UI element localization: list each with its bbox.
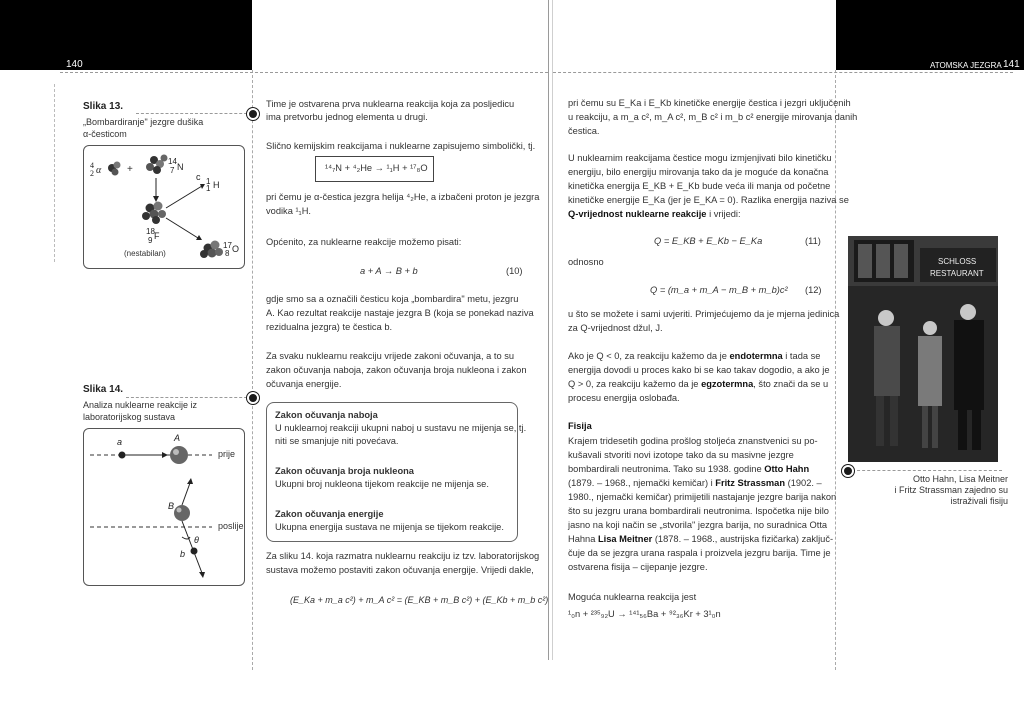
fig13-diagram	[83, 145, 245, 269]
svg-text:+: +	[127, 164, 133, 175]
lp-p7-line1: Za sliku 14. koja razmatra nuklearnu reakciju iz tzv. laboratorijskog	[266, 551, 540, 561]
fig14-caption-line2: laboratorijskog sustava	[83, 412, 176, 422]
right-page-number: 141	[1003, 59, 1020, 70]
fig13-caption-line2: α-česticom	[83, 129, 127, 139]
left-page-number: 140	[66, 59, 83, 70]
svg-text:4: 4	[90, 161, 94, 170]
lp-p7-line2: sustava možemo postaviti zakon očuvanja energije. Vrijedi dakle,	[266, 565, 534, 575]
law3-title: Zakon očuvanja energije	[275, 509, 384, 519]
q-equation-2: Q = (m_a + m_A − m_B + m_b)c²	[650, 285, 788, 295]
fission-line10: ostvarena fisija – cijepanje jezgre.	[568, 562, 708, 572]
svg-text:O: O	[232, 244, 240, 254]
fig14-label-b: b	[180, 549, 186, 559]
fig13-caption-line1: „Bombardiranje" jezgre dušika	[83, 117, 204, 127]
general-equation: a + A → B + b	[360, 266, 418, 276]
photo-leader	[852, 470, 1002, 471]
fission-line6: što su jezgru urana bombardirali neutronima. Ispočetka nije bilo	[568, 506, 829, 516]
lp-p2: Slično kemijskim reakcijama i nuklearne zapisujemo simbolički, tj.	[266, 141, 536, 151]
fig14-label-A: A	[174, 433, 181, 443]
lp-p3-line1: pri čemu je α-čestica jezgra helija ⁴₂He, a izbačeni proton je jezgra	[266, 192, 540, 202]
lp-p1-line1: Time je ostvarena prva nuklearna reakcija koja za posljedicu	[266, 99, 515, 109]
lp-p5-line3: rezidualna jezgra) te čestica b.	[266, 322, 393, 332]
fission-heading: Fisija	[568, 421, 592, 431]
law2-title: Zakon očuvanja broja nukleona	[275, 466, 414, 476]
svg-text:N: N	[177, 162, 184, 172]
rp-p2-line4: kinetičke energije E_Ka (jer je E_KA = 0). Razlika energija naziva se	[568, 195, 849, 205]
fig14-marker	[247, 392, 259, 404]
fig14-label-theta: θ	[194, 535, 199, 545]
left-top-rule	[60, 72, 548, 73]
lp-p5-line1: gdje smo sa a označili česticu koja „bombardira" metu, jezgru	[266, 294, 519, 304]
fig13-marker	[247, 108, 259, 120]
photo-caption-line3: istraživali fisiju	[950, 496, 1008, 506]
law2-line1: Ukupni broj nukleona tijekom reakcije ne mijenja se.	[275, 479, 489, 489]
fission-line9: čuje da se jezgra urana raspala i proizvela jezgru barija. Time je	[568, 548, 831, 558]
svg-text:c: c	[196, 172, 201, 182]
rp-p1-line1: pri čemu su E_Ka i E_Kb kinetičke energije čestica i jezgri uključenih	[568, 98, 851, 108]
rp-p3-line2: za Q-vrijednost džul, J.	[568, 323, 663, 333]
fig13-reaction-illustration	[84, 146, 244, 268]
fig14-label-before: prije	[218, 449, 236, 459]
svg-text:7: 7	[170, 166, 175, 175]
svg-text:α: α	[96, 165, 102, 176]
fission-line4: (1879. – 1968., njemački kemičar) i Fritz Strassman (1902. –	[568, 478, 822, 488]
svg-text:8: 8	[225, 249, 230, 258]
fission-line2: kušavali stvoriti novi izotope tako da su masivne jezgre	[568, 450, 794, 460]
svg-text:14: 14	[168, 157, 177, 166]
fig14-caption-line1: Analiza nuklearne reakcije iz	[83, 400, 198, 410]
left-header-gap	[252, 0, 548, 70]
left-column-guide	[252, 70, 253, 670]
running-header: ATOMSKA JEZGRA	[930, 61, 1002, 70]
fig13-unstable-label: (nestabilan)	[124, 249, 166, 258]
rp-p4-line3: Q > 0, za reakciju kažemo da je egzotermna, što znači da se u	[568, 379, 829, 389]
fig14-label-B: B	[168, 501, 175, 511]
fission-line5: 1980., njemački kemičar) primijetili nastajanje jezgre barija nakon	[568, 492, 837, 502]
svg-text:2: 2	[90, 169, 94, 178]
lp-p4: Općenito, za nuklearne reakcije možemo pisati:	[266, 237, 462, 247]
svg-text:F: F	[154, 231, 160, 241]
q-equation-1: Q = E_KB + E_Kb − E_Ka	[654, 236, 763, 246]
q-equation-1-number: (11)	[805, 236, 821, 246]
svg-text:1: 1	[206, 177, 211, 186]
law1-title: Zakon očuvanja naboja	[275, 410, 378, 420]
rp-p2-line2: energiju, bilo energiju mirovanja tako da je moguće da konačna	[568, 167, 829, 177]
energy-equation: (E_Ka + m_a c²) + m_A c² = (E_KB + m_B c²) + (E_Kb + m_b c²)	[290, 595, 549, 605]
rp-p4-line2: energija dovodi u proces kako bi se kao takav dogodio, a ako je	[568, 365, 830, 375]
fission-line3: bombardirali neutronima. Tako su 1938. godine Otto Hahn	[568, 464, 810, 474]
fission-line8: Hahna Lisa Meitner (1878. – 1968., austrijska fizičarka) zaključ-	[568, 534, 834, 544]
fig14-lab-frame-illustration	[84, 429, 244, 585]
photo-sign-line2: RESTAURANT	[930, 269, 984, 278]
fission-line7: jasno na koji način se „stvorila" jezgra barija, no suradnica Otta	[568, 520, 828, 530]
right-header-gap	[553, 0, 836, 70]
fig13-title: Slika 13.	[83, 101, 124, 112]
photo-caption-line2: i Fritz Strassman zajedno su	[894, 485, 1008, 495]
rp-or: odnosno	[568, 257, 604, 267]
right-top-rule	[553, 72, 1013, 73]
historic-photo	[848, 236, 998, 462]
lp-p3-line2: vodika ¹₁H.	[266, 206, 311, 216]
rp-p2-line3: kinetička energija E_KB + E_Kb bude veća ili manja od početne	[568, 181, 831, 191]
fig14-leader	[126, 397, 252, 398]
law1-line1: U nuklearnoj reakciji ukupni naboj u sustavu ne mijenja se, tj.	[275, 423, 527, 433]
photo-sign-line1: SCHLOSS	[938, 257, 977, 266]
fig14-label-after: poslije	[218, 521, 244, 531]
right-column-guide	[835, 70, 836, 670]
q-equation-2-number: (12)	[805, 285, 822, 295]
svg-text:H: H	[213, 180, 220, 190]
fig14-label-a: a	[117, 437, 123, 447]
lp-p6-line1: Za svaku nuklearnu reakciju vrijede zakoni očuvanja, a to su	[266, 351, 515, 361]
left-margin-guide	[54, 84, 56, 262]
svg-text:18: 18	[146, 227, 155, 236]
fig14-title: Slika 14.	[83, 384, 124, 395]
rp-p1-line2: u reakciju, a m_a c², m_A c², m_B c² i m_b c² energije mirovanja danih	[568, 112, 858, 122]
page-fold-right	[552, 0, 553, 660]
rp-p5: Moguća nuklearna reakcija jest	[568, 592, 697, 602]
lp-p1-line2: ima pretvorbu jednog elementa u drugi.	[266, 112, 428, 122]
lp-p6-line3: očuvanja energije.	[266, 379, 342, 389]
fig14-diagram	[83, 428, 245, 586]
fig13-leader	[136, 113, 252, 114]
reaction-equation: ¹⁴₇N + ⁴₂He → ¹₁H + ¹⁷₈O	[325, 163, 428, 173]
fission-line1: Krajem tridesetih godina prošlog stoljeća znanstvenici su po-	[568, 436, 818, 446]
photo-marker	[842, 465, 854, 477]
lp-p6-line2: zakon očuvanja naboja, zakon očuvanja broja nukleona i zakon	[266, 365, 527, 375]
svg-text:9: 9	[148, 236, 153, 245]
rp-p3-line1: u što se možete i sami uvjeriti. Primjećujemo da je mjerna jedinica	[568, 309, 840, 319]
law3-line1: Ukupna energija sustava ne mijenja se tijekom reakcije.	[275, 522, 504, 532]
rp-p4-line4: procesu energija oslobađa.	[568, 393, 680, 403]
photo-caption-line1: Otto Hahn, Lisa Meitner	[912, 474, 1008, 484]
rp-p2-line5: Q-vrijednost nuklearne reakcije i vrijedi:	[568, 209, 741, 219]
general-equation-number: (10)	[506, 266, 523, 276]
hahn-meitner-strassman-photo	[848, 236, 998, 462]
law1-line2: niti se smanjuje niti povećava.	[275, 436, 399, 446]
rp-p2-line1: U nuklearnim reakcijama čestice mogu izmjenjivati bilo kinetičku	[568, 153, 832, 163]
page-fold-left	[548, 0, 549, 660]
fission-equation: ¹₀n + ²³⁵₉₂U → ¹⁴¹₅₆Ba + ⁹²₃₆Kr + 3¹₀n	[568, 609, 721, 619]
svg-text:1: 1	[206, 184, 211, 193]
rp-p4-line1: Ako je Q < 0, za reakciju kažemo da je endotermna i tada se	[568, 351, 821, 361]
svg-text:17: 17	[223, 241, 232, 250]
rp-p1-line3: čestica.	[568, 126, 600, 136]
lp-p5-line2: A. Kao rezultat reakcije nastaje jezgra B (koja se ponekad naziva	[266, 308, 534, 318]
